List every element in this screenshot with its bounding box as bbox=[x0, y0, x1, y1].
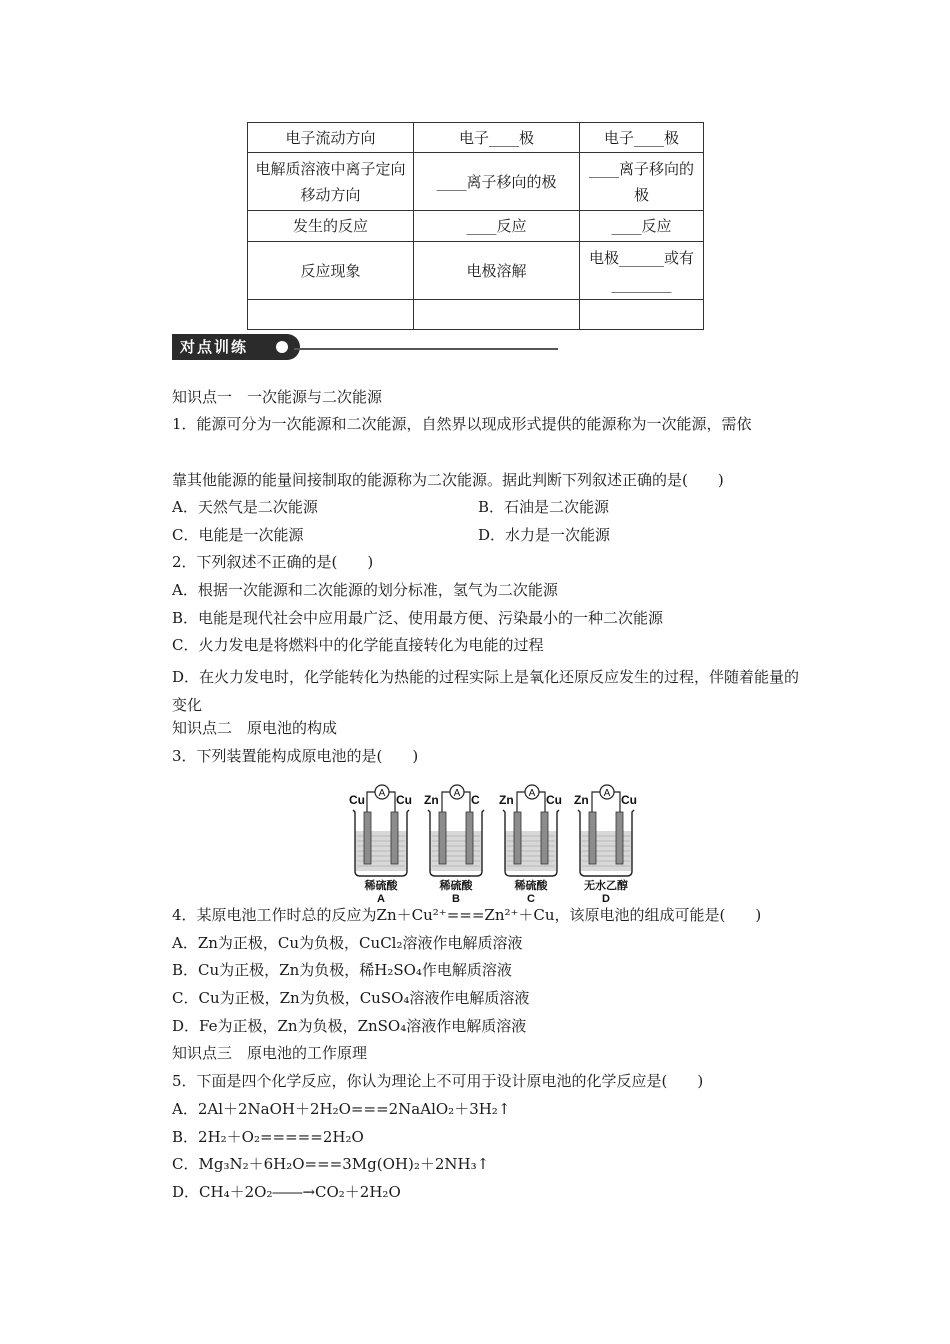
table-cell: 电子____极 bbox=[580, 123, 704, 153]
electrode-rod bbox=[391, 812, 398, 864]
electrode-rod bbox=[439, 812, 446, 864]
table-cell bbox=[414, 300, 580, 330]
galvanic-cell-figure bbox=[344, 776, 644, 906]
solution-label: 稀硫酸 bbox=[364, 879, 398, 892]
option-text: A．Zn为正极，Cu为负极，CuCl₂溶液作电解质溶液 bbox=[172, 934, 523, 952]
option-text: A．天然气是二次能源 bbox=[172, 498, 318, 516]
electrode-label: C bbox=[471, 793, 480, 807]
option-text: D．水力是一次能源 bbox=[478, 526, 611, 544]
knowledge-point-heading: 知识点二 原电池的构成 bbox=[172, 719, 338, 737]
option-text: D．CH₄＋2O₂――→CO₂＋2H₂O bbox=[172, 1183, 401, 1201]
electrode-label: Zn bbox=[499, 793, 514, 807]
table-row bbox=[248, 300, 704, 330]
wire bbox=[389, 792, 395, 812]
table-row bbox=[248, 123, 704, 153]
electrode-label: Zn bbox=[574, 793, 589, 807]
electrode-property-table bbox=[247, 122, 704, 330]
option-text: C．Mg₃N₂＋6H₂O===3Mg(OH)₂＋2NH₃↑ bbox=[172, 1155, 490, 1173]
table-cell: 电极______或有________ bbox=[580, 242, 704, 300]
ammeter-symbol: A bbox=[603, 788, 611, 799]
table-cell bbox=[580, 300, 704, 330]
option-text: D．Fe为正极，Zn为负极，ZnSO₄溶液作电解质溶液 bbox=[172, 1017, 527, 1035]
wire bbox=[517, 792, 525, 812]
table-row bbox=[248, 242, 704, 300]
electrode-label: Cu bbox=[349, 793, 365, 807]
table-cell: 电解质溶液中离子定向移动方向 bbox=[248, 153, 414, 211]
ammeter-symbol: A bbox=[453, 788, 461, 799]
electrode-rod bbox=[616, 812, 623, 864]
wire bbox=[442, 792, 450, 812]
electrode-label: Cu bbox=[546, 793, 562, 807]
electrode-label: Cu bbox=[621, 793, 637, 807]
question-text: 1．能源可分为一次能源和二次能源，自然界以现成形式提供的能源称为一次能源，需依 bbox=[172, 415, 752, 433]
table-cell: 电子流动方向 bbox=[248, 123, 414, 153]
section-divider bbox=[294, 348, 558, 350]
table-cell: 发生的反应 bbox=[248, 211, 414, 242]
table-cell: ____反应 bbox=[414, 211, 580, 242]
table-cell: ____反应 bbox=[580, 211, 704, 242]
question-text: 3．下列装置能构成原电池的是( ) bbox=[172, 747, 419, 765]
knowledge-point-heading: 知识点一 一次能源与二次能源 bbox=[172, 388, 383, 406]
option-text: A．2Al＋2NaOH＋2H₂O===2NaAlO₂＋3H₂↑ bbox=[172, 1100, 511, 1118]
wire bbox=[614, 792, 620, 812]
table-row bbox=[248, 211, 704, 242]
electrode-rod bbox=[466, 812, 473, 864]
option-text: D．在火力发电时，化学能转化为热能的过程实际上是氧化还原反应发生的过程，伴随着能量的变化 bbox=[172, 668, 800, 714]
table-cell bbox=[248, 300, 414, 330]
device-letter: D bbox=[602, 893, 610, 905]
table-cell: ____离子移向的极 bbox=[414, 153, 580, 211]
question-text: 4．某原电池工作时总的反应为Zn＋Cu²⁺===Zn²⁺＋Cu，该原电池的组成可能是( ) bbox=[172, 906, 762, 924]
electrode-rod bbox=[541, 812, 548, 864]
section-title-text: 对点训练 bbox=[180, 338, 249, 356]
wire bbox=[464, 792, 470, 812]
table-row bbox=[248, 153, 704, 211]
question-text: 5．下面是四个化学反应，你认为理论上不可用于设计原电池的化学反应是( ) bbox=[172, 1072, 704, 1090]
table-cell: 电极溶解 bbox=[414, 242, 580, 300]
device-letter: C bbox=[527, 893, 535, 905]
wire bbox=[592, 792, 600, 812]
solution-label: 无水乙醇 bbox=[584, 879, 628, 892]
table-cell: 电子____极 bbox=[414, 123, 580, 153]
option-text: B．电能是现代社会中应用最广泛、使用最方便、污染最小的一种二次能源 bbox=[172, 609, 664, 627]
device-letter: B bbox=[452, 893, 460, 905]
knowledge-point-heading: 知识点三 原电池的工作原理 bbox=[172, 1044, 368, 1062]
table-cell: ____离子移向的极 bbox=[580, 153, 704, 211]
bullet-dot-icon bbox=[276, 341, 288, 353]
option-text: B．石油是二次能源 bbox=[478, 498, 610, 516]
solution-label: 稀硫酸 bbox=[514, 879, 548, 892]
option-text: B．2H₂＋O₂=====2H₂O bbox=[172, 1128, 364, 1146]
question-text: 2．下列叙述不正确的是( ) bbox=[172, 553, 374, 571]
electrode-rod bbox=[589, 812, 596, 864]
solution-label: 稀硫酸 bbox=[439, 879, 473, 892]
device-letter: A bbox=[377, 893, 385, 905]
table-cell: 反应现象 bbox=[248, 242, 414, 300]
electrode-label: Zn bbox=[424, 793, 439, 807]
wire bbox=[367, 792, 375, 812]
option-text: A．根据一次能源和二次能源的划分标准，氢气为二次能源 bbox=[172, 581, 558, 599]
electrode-rod bbox=[514, 812, 521, 864]
option-text: C．Cu为正极，Zn为负极，CuSO₄溶液作电解质溶液 bbox=[172, 989, 530, 1007]
option-text: C．火力发电是将燃料中的化学能直接转化为电能的过程 bbox=[172, 636, 544, 654]
electrode-rod bbox=[364, 812, 371, 864]
option-text: C．电能是一次能源 bbox=[172, 526, 304, 544]
option-text: B．Cu为正极，Zn为负极，稀H₂SO₄作电解质溶液 bbox=[172, 961, 512, 979]
question-text: 靠其他能源的能量间接制取的能源称为二次能源。据此判断下列叙述正确的是( ) bbox=[172, 471, 724, 489]
ammeter-symbol: A bbox=[378, 788, 386, 799]
ammeter-symbol: A bbox=[528, 788, 536, 799]
wire bbox=[539, 792, 545, 812]
electrode-label: Cu bbox=[396, 793, 412, 807]
